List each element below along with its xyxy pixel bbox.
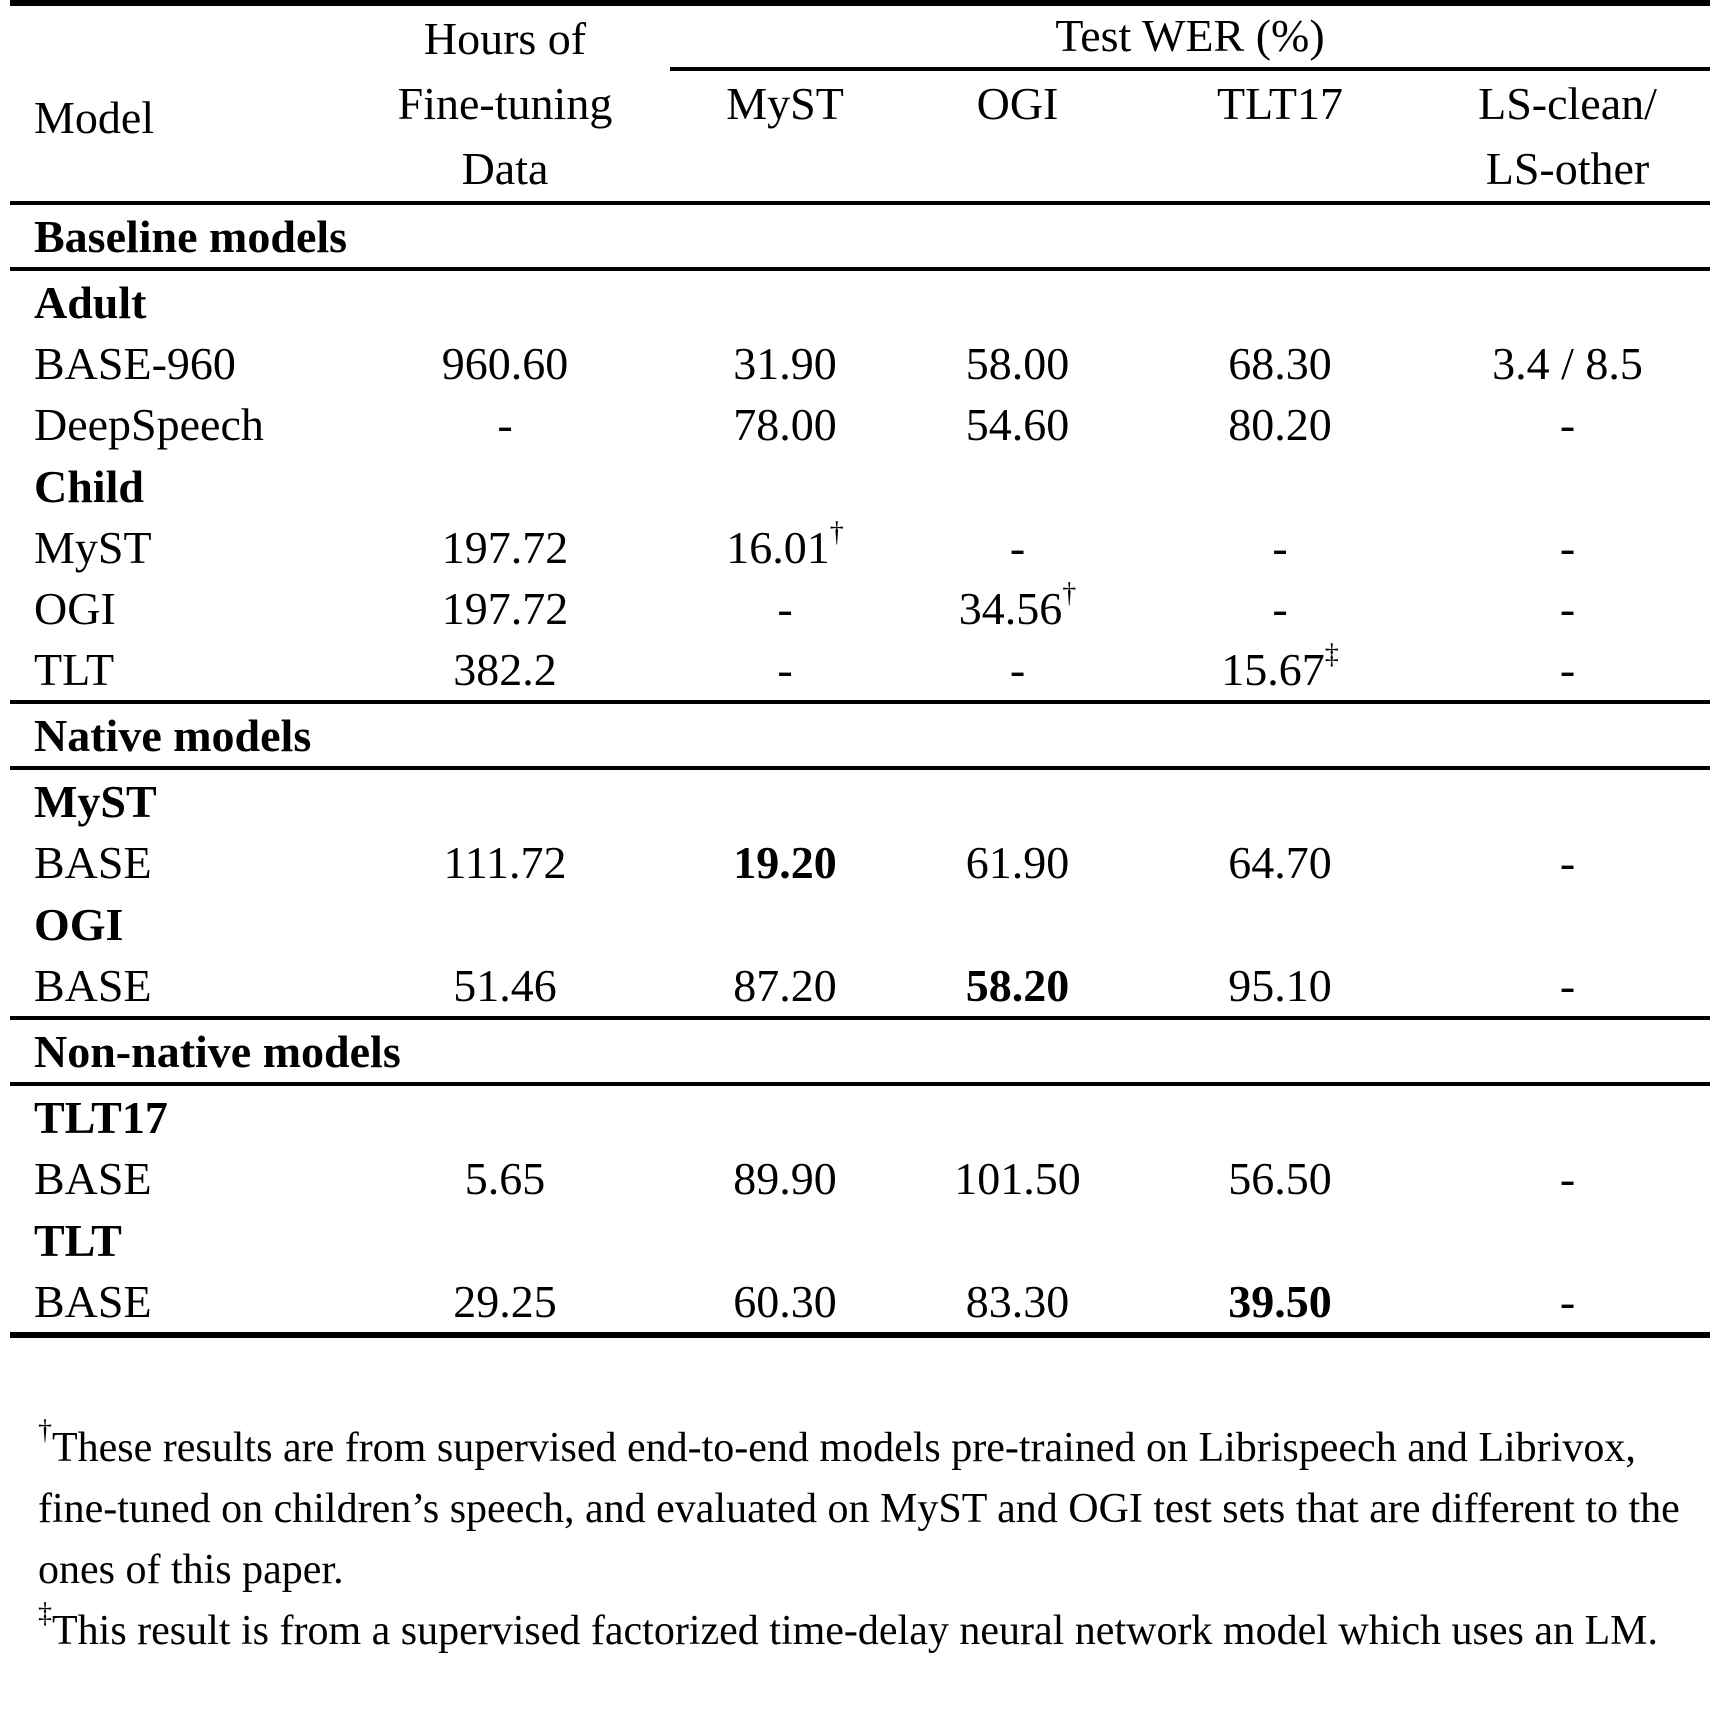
cell-ls: - (1559, 522, 1576, 573)
cell-myst: - (777, 583, 793, 634)
cell-hours: 382.2 (453, 644, 557, 695)
cell-myst: 31.90 (733, 338, 837, 389)
header-hours (340, 3, 670, 203)
group-tlt17-label: TLT17 (34, 1091, 168, 1143)
cell-tlt17: 80.20 (1228, 399, 1332, 450)
cell-tlt17-best: 39.50 (1228, 1276, 1332, 1327)
cell-tlt17: - (1272, 583, 1288, 634)
cell-ls: 3.4 / 8.5 (1492, 338, 1643, 389)
cell-myst: - (777, 644, 793, 695)
cell-ogi: - (1009, 644, 1026, 695)
double-dagger-mark: ‡ (1324, 639, 1339, 670)
cell-tlt17: - (1272, 522, 1288, 573)
dagger-mark: † (38, 1415, 52, 1446)
table-row (10, 955, 1710, 1018)
table-row (10, 639, 1710, 702)
group-child (10, 455, 1710, 517)
cell-ogi: 101.50 (954, 1153, 1081, 1204)
cell-ls: - (1559, 837, 1576, 888)
cell-model: MyST (34, 522, 152, 573)
cell-ogi: 54.60 (965, 399, 1070, 450)
dagger-mark: † (829, 517, 844, 548)
cell-ogi (900, 578, 1135, 639)
header-model: Model (34, 92, 155, 143)
cell-model: BASE (34, 837, 152, 888)
cell-ls: - (1559, 644, 1576, 695)
cell-ogi: 83.30 (965, 1276, 1070, 1327)
section-native (10, 702, 1710, 768)
table-row (10, 394, 1710, 455)
section-baseline-label: Baseline models (10, 203, 1710, 269)
cell-value: 16.01 (726, 522, 830, 573)
header-hours-line2: Fine-tuning (397, 78, 613, 129)
dagger-mark: † (1062, 578, 1077, 609)
cell-myst: 89.90 (733, 1153, 837, 1204)
table-row (10, 517, 1710, 578)
cell-hours: 5.65 (464, 1153, 546, 1204)
group-myst (10, 768, 1710, 832)
cell-myst (670, 517, 900, 578)
cell-model: TLT (34, 644, 115, 695)
double-dagger-mark: ‡ (38, 1598, 52, 1629)
cell-ogi-best: 58.20 (965, 960, 1070, 1011)
footnote-dagger-text: These results are from supervised end-to-end models pre-trained on Librispeech and Librivox, fine-tuned on children’s speech, and evaluated on MyST and OGI test sets that are different to the ones of this paper. (38, 1425, 1680, 1593)
header-ls (1425, 69, 1710, 203)
group-ogi-label: OGI (34, 898, 124, 950)
cell-ls: - (1559, 1276, 1576, 1327)
cell-myst-best: 19.20 (733, 837, 837, 888)
header-test-wer: Test WER (%) (670, 3, 1710, 69)
cell-hours: 960.60 (441, 338, 569, 389)
group-child-label: Child (34, 460, 144, 512)
header-ls-line1: LS-clean/ (1478, 78, 1657, 129)
cell-model: BASE (34, 1276, 152, 1327)
header-myst: MyST (726, 78, 844, 129)
footnote-double-dagger (38, 1598, 1698, 1662)
group-tlt17 (10, 1084, 1710, 1148)
cell-myst: 87.20 (733, 960, 837, 1011)
cell-hours: 197.72 (441, 583, 569, 634)
cell-tlt17: 56.50 (1228, 1153, 1332, 1204)
cell-myst: 78.00 (733, 399, 837, 450)
section-nonnative (10, 1018, 1710, 1084)
table-row (10, 1148, 1710, 1209)
results-table-wrapper (10, 0, 1710, 1338)
cell-ls: - (1559, 399, 1576, 450)
table-row (10, 832, 1710, 893)
cell-hours: 51.46 (453, 960, 557, 1011)
cell-myst: 60.30 (733, 1276, 837, 1327)
cell-ls: - (1559, 1153, 1576, 1204)
cell-value: 15.67 (1221, 644, 1325, 695)
header-hours-line1: Hours of (423, 13, 587, 64)
cell-ogi: - (1009, 522, 1026, 573)
group-adult-label: Adult (34, 276, 147, 328)
footnote-double-dagger-text: This result is from a supervised factorized time-delay neural network model which uses an LM. (52, 1608, 1659, 1654)
cell-value: 34.56 (958, 583, 1063, 634)
table-row (10, 578, 1710, 639)
table-row (10, 1271, 1710, 1335)
cell-ogi: 61.90 (965, 837, 1070, 888)
cell-model: BASE (34, 960, 152, 1011)
cell-tlt17: 95.10 (1228, 960, 1332, 1011)
group-tlt (10, 1209, 1710, 1271)
cell-ls: - (1559, 583, 1576, 634)
group-adult (10, 269, 1710, 333)
header-ls-line2: LS-other (1485, 143, 1650, 194)
table-footnotes (38, 1415, 1698, 1662)
section-native-label: Native models (10, 702, 1710, 768)
group-tlt-label: TLT (34, 1214, 122, 1266)
cell-hours: - (497, 399, 513, 450)
section-baseline (10, 203, 1710, 269)
table-row (10, 333, 1710, 394)
cell-hours: 111.72 (443, 837, 567, 888)
cell-model: DeepSpeech (34, 399, 264, 450)
cell-ls: - (1559, 960, 1576, 1011)
header-row-1 (10, 3, 1710, 69)
section-nonnative-label: Non-native models (10, 1018, 1710, 1084)
header-hours-line3: Data (461, 143, 549, 194)
group-ogi (10, 893, 1710, 955)
header-tlt17: TLT17 (1216, 78, 1344, 129)
header-ogi: OGI (976, 78, 1059, 129)
cell-model: BASE-960 (34, 338, 236, 389)
cell-hours: 29.25 (453, 1276, 557, 1327)
cell-ogi: 58.00 (965, 338, 1070, 389)
cell-tlt17: 68.30 (1228, 338, 1332, 389)
footnote-dagger (38, 1415, 1698, 1601)
cell-model: OGI (34, 583, 116, 634)
cell-model: BASE (34, 1153, 152, 1204)
cell-tlt17 (1135, 639, 1425, 702)
cell-hours: 197.72 (441, 522, 569, 573)
cell-tlt17: 64.70 (1228, 837, 1332, 888)
group-myst-label: MyST (34, 775, 157, 827)
wer-results-table (10, 0, 1710, 1338)
